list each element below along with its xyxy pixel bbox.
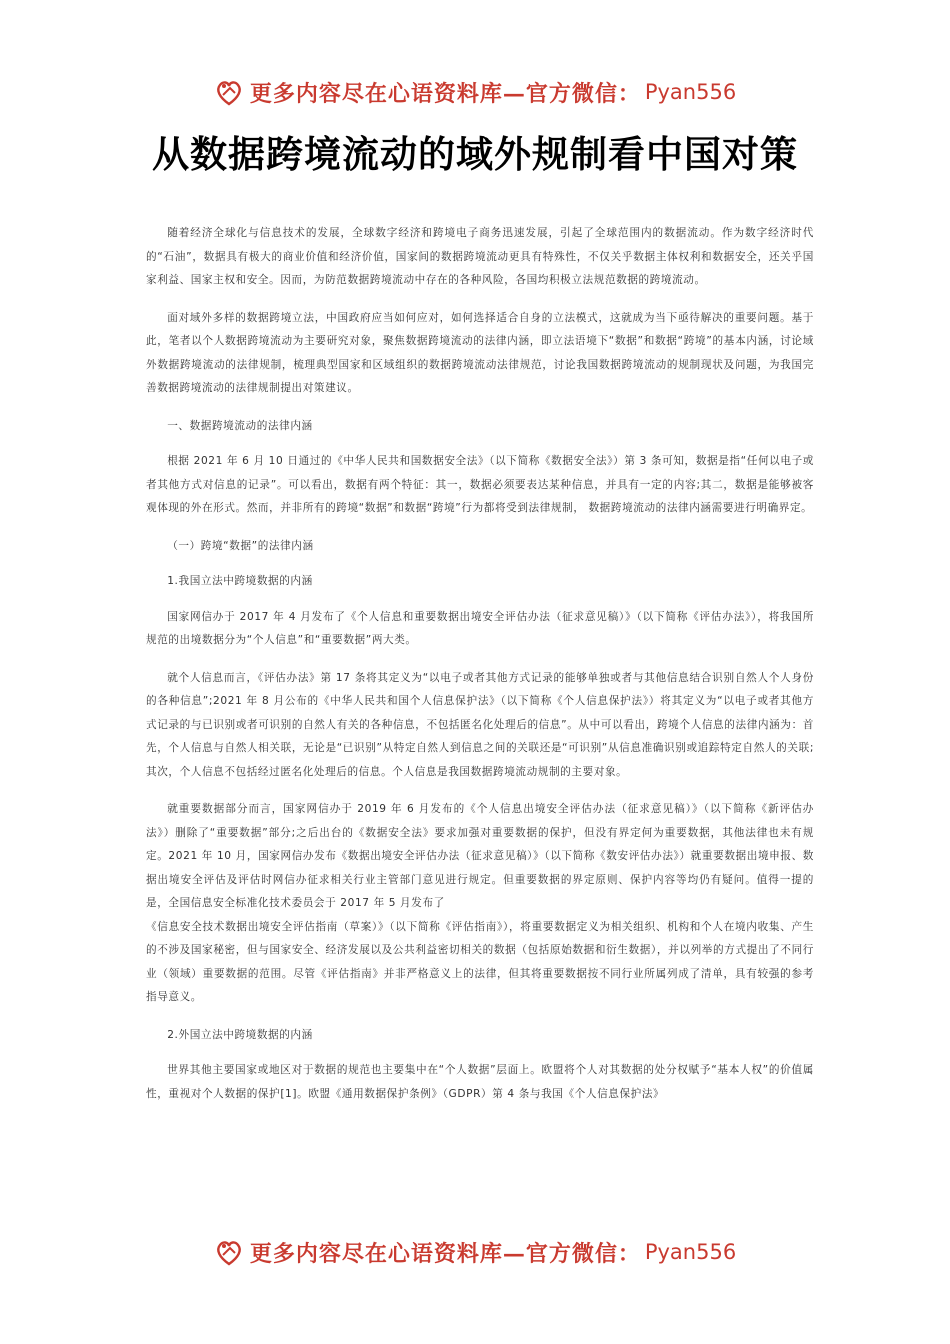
subsection-heading-1: （一）跨境“数据”的法律内涵 bbox=[167, 539, 314, 552]
header-watermark-banner bbox=[0, 74, 950, 110]
banner-text: 更多内容尽在心语资料库—官方微信： bbox=[249, 80, 641, 107]
document-title: 从数据跨境流动的域外规制看中国对策 bbox=[152, 132, 798, 176]
banner-text: 更多内容尽在心语资料库—官方微信： bbox=[249, 1240, 641, 1267]
logo-icon bbox=[214, 1237, 244, 1267]
paragraph-data-definition: 根据 2021 年 6 月 10 日通过的《中华人民共和国数据安全法》（以下简称《数据安全法》）第 3 条可知，数据是指“任何以电子或者其他方式对信息的记录”。可以看出，数据有两个特征：其一，数据必须要表达某种信息，并具有一定的内容;其二，数据是能够被客观体现的外在形式。然而，并非所有的跨境“数据”和数据“跨境”行为都将受到法律规制， 数据跨境流动的法律内涵需要进行明确界定。 bbox=[146, 455, 814, 514]
paragraph-personal-info: 就个人信息而言，《评估办法》第 17 条将其定义为“以电子或者其他方式记录的能够单独或者与其他信息结合识别自然人个人身份的各种信息”;2021 年 8 月公布的《中华人民共和国个人信息保护法》（以下简称《个人信息保护法》）将其定义为“以电子或者其他方式记录的与已识别或者可识别的自然人有关的各种信息，不包括匿名化处理后的信息”。从中可以看出，跨境个人信息的法律内涵为：首先，个人信息与自然人相关联，无论是“已识别”从特定自然人到信息之间的关联还是“可识别”从信息准确识别或追踪特定自然人的关联;其次，个人信息不包括经过匿名化处理后的信息。个人信息是我国数据跨境流动规制的主要对象。 bbox=[146, 671, 814, 778]
paragraph-purpose: 面对域外多样的数据跨境立法，中国政府应当如何应对，如何选择适合自身的立法模式，这就成为当下亟待解决的重要问题。基于此，笔者以个人数据跨境流动为主要研究对象，聚焦数据跨境流动的法律内涵，即立法语境下“数据”和数据“跨境”的基本内涵，讨论域外数据跨境流动的法律规制，梳理典型国家和区域组织的数据跨境流动法律规范，讨论我国数据跨境流动的规制现状及问题，为我国完善数据跨境流动的法律规制提出对策建议。 bbox=[146, 311, 814, 394]
paragraph-assessment-guide: 《信息安全技术数据出境安全评估指南（草案）》（以下简称《评估指南》），将重要数据定义为相关组织、机构和个人在境内收集、产生的不涉及国家秘密，但与国家安全、经济发展以及公共利益密切相关的数据（包括原始数据和衍生数据），并以列举的方式提出了不同行业（领域）重要数据的范围。尽管《评估指南》并非严格意义上的法律，但其将重要数据按不同行业所属列成了清单，具有较强的参考指导意义。 bbox=[146, 920, 814, 1003]
paragraph-assessment-measures: 国家网信办于 2017 年 4 月发布了《个人信息和重要数据出境安全评估办法（征求意见稿）》（以下简称《评估办法》），将我国所规范的出境数据分为“个人信息”和“重要数据”两大类。 bbox=[146, 610, 814, 646]
subsubsection-heading-1: 1.我国立法中跨境数据的内涵 bbox=[167, 575, 313, 587]
paragraph-intro: 随着经济全球化与信息技术的发展，全球数字经济和跨境电子商务迅速发展，引起了全球范围内的数据流动。作为数字经济时代的“石油”，数据具有极大的商业价值和经济价值，国家间的数据跨境流动更具有特殊性，不仅关乎数据主体权利和数据安全，还关乎国家利益、国家主权和安全。因而，为防范数据跨境流动中存在的各种风险，各国均积极立法规范数据的跨境流动。 bbox=[146, 227, 814, 286]
paragraph-foreign-law: 世界其他主要国家或地区对于数据的规范也主要集中在“个人数据”层面上。欧盟将个人对其数据的处分权赋予“基本人权”的价值属性，重视对个人数据的保护[1]。欧盟《通用数据保护条例》（GDPR）第 4 条与我国《个人信息保护法》 bbox=[146, 1064, 814, 1100]
paragraph-important-data: 就重要数据部分而言，国家网信办于 2019 年 6 月发布的《个人信息出境安全评估办法（征求意见稿）》（以下简称《新评估办法》）删除了“重要数据”部分;之后出台的《数据安全法》要求加强对重要数据的保护，但没有界定何为重要数据，其他法律也未有规定。2021 年 10 月，国家网信办发布《数据出境安全评估办法（征求意见稿）》（以下简称《数安评估办法》）就重要数据出境申报、数据出境安全评估及评估时网信办征求相关行业主管部门意见进行规定。但重要数据的界定原则、保护内容等均仍有疑问。值得一提的是，全国信息安全标准化技术委员会于 2017 年 5 月发布了 bbox=[146, 803, 814, 909]
document-body bbox=[146, 222, 814, 1120]
logo-icon bbox=[214, 77, 244, 107]
banner-brand: Pyan556 bbox=[644, 1240, 737, 1264]
subsubsection-heading-2: 2.外国立法中跨境数据的内涵 bbox=[167, 1028, 313, 1041]
footer-watermark-banner bbox=[0, 1234, 950, 1270]
banner-brand: Pyan556 bbox=[644, 80, 737, 104]
section-heading-1: 一、数据跨境流动的法律内涵 bbox=[167, 419, 313, 432]
